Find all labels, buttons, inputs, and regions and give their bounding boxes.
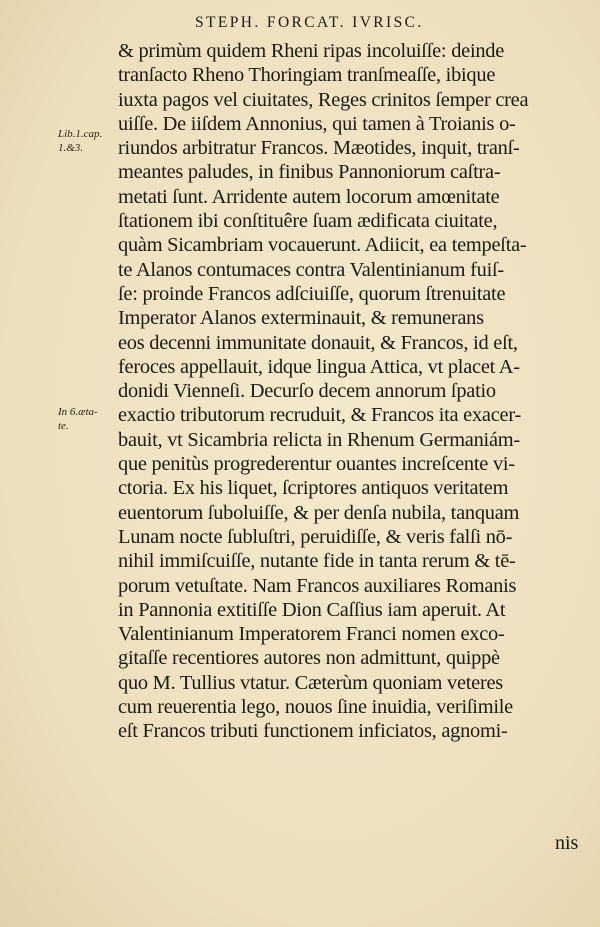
text-line: nihil immiſcuiſſe, nutante fide in tanta rerum & tē- (118, 550, 516, 573)
text-line: porum vetuſtate. Nam Francos auxiliares Romanis (118, 574, 517, 597)
text-line: iuxta pagos vel ciuitates, Reges crinitos ſemper crea (118, 88, 529, 111)
text-line: metati ſunt. Arridente autem locorum amœnitate (118, 185, 500, 208)
text-line: riundos arbitratur Francos. Mæotides, inquit, tranſ- (118, 137, 520, 160)
text-line: uiſſe. De iiſdem Annonius, qui tamen à Troianis o- (118, 112, 516, 135)
text-line: gitaſſe recentiores autores non admittunt, quippè (118, 647, 500, 670)
text-line: ctoria. Ex his liquet, ſcriptores antiquos veritatem (118, 477, 509, 500)
text-line: in Pannonia extitiſſe Dion Caſſius iam aperuit. At (118, 598, 506, 621)
text-line: que penitùs progrederentur ouantes increſcente vi- (118, 453, 515, 476)
margin-note (58, 127, 102, 155)
text-line: eos decenni immunitate donauit, & Francos, id eſt, (118, 331, 518, 354)
text-line: exactio tributorum recruduit, & Francos ita exacer- (118, 404, 521, 427)
text-line: ſe: proinde Francos adſciuiſſe, quorum ſtrenuitate (118, 282, 506, 305)
text-line: bauit, vt Sicambria relicta in Rhenum Germaniám- (118, 428, 520, 451)
margin-note-line: Lib.1.cap. (58, 128, 103, 140)
body-text (118, 39, 594, 744)
text-line: te Alanos contumaces contra Valentinianum fuiſ- (118, 258, 504, 281)
text-line: Imperator Alanos exterminauit, & remunerans (118, 307, 484, 330)
text-line: quàm Sicambriam vocauerunt. Adiicit, ea tempeſta- (118, 234, 527, 257)
text-line: meantes paludes, in finibus Pannoniorum caſtra- (118, 161, 501, 184)
text-line: ſtationem ibi conſtituêre ſuam ædificata ciuitate, (118, 210, 498, 233)
text-line: cum reuerentia lego, nouos ſine inuidia, veriſimile (118, 696, 513, 719)
text-line: euentorum ſuboluiſſe, & per denſa nubila, tanquam (118, 501, 520, 524)
running-head: STEPH. FORCAT. IVRISC. (195, 14, 424, 31)
text-line: donidi Vienneſi. Decurſo decem annorum ſpatio (118, 380, 496, 403)
text-line: quo M. Tullius vtatur. Cæterùm quoniam veteres (118, 671, 503, 694)
margin-note-line: 1.&3. (58, 142, 84, 154)
text-line: Valentinianum Imperatorem Franci nomen exco- (118, 623, 505, 646)
margin-note-line: te. (58, 420, 69, 432)
text-line: & primùm quidem Rheni ripas incoluiſſe: deinde (118, 40, 505, 62)
catchword: nis (555, 832, 579, 854)
text-line: Lunam nocte ſubluſtri, peruidiſſe, & veris falſi nō- (118, 525, 513, 548)
text-line: feroces appellauit, idque lingua Attica, vt placet A- (118, 355, 520, 378)
margin-note-line: In 6.æta- (58, 406, 98, 418)
text-line: tranſacto Rheno Thoringiam tranſmeaſſe, ibique (118, 64, 496, 87)
margin-note (58, 405, 98, 433)
text-line: eſt Francos tributi functionem inficiatos, agnomi- (118, 720, 508, 743)
